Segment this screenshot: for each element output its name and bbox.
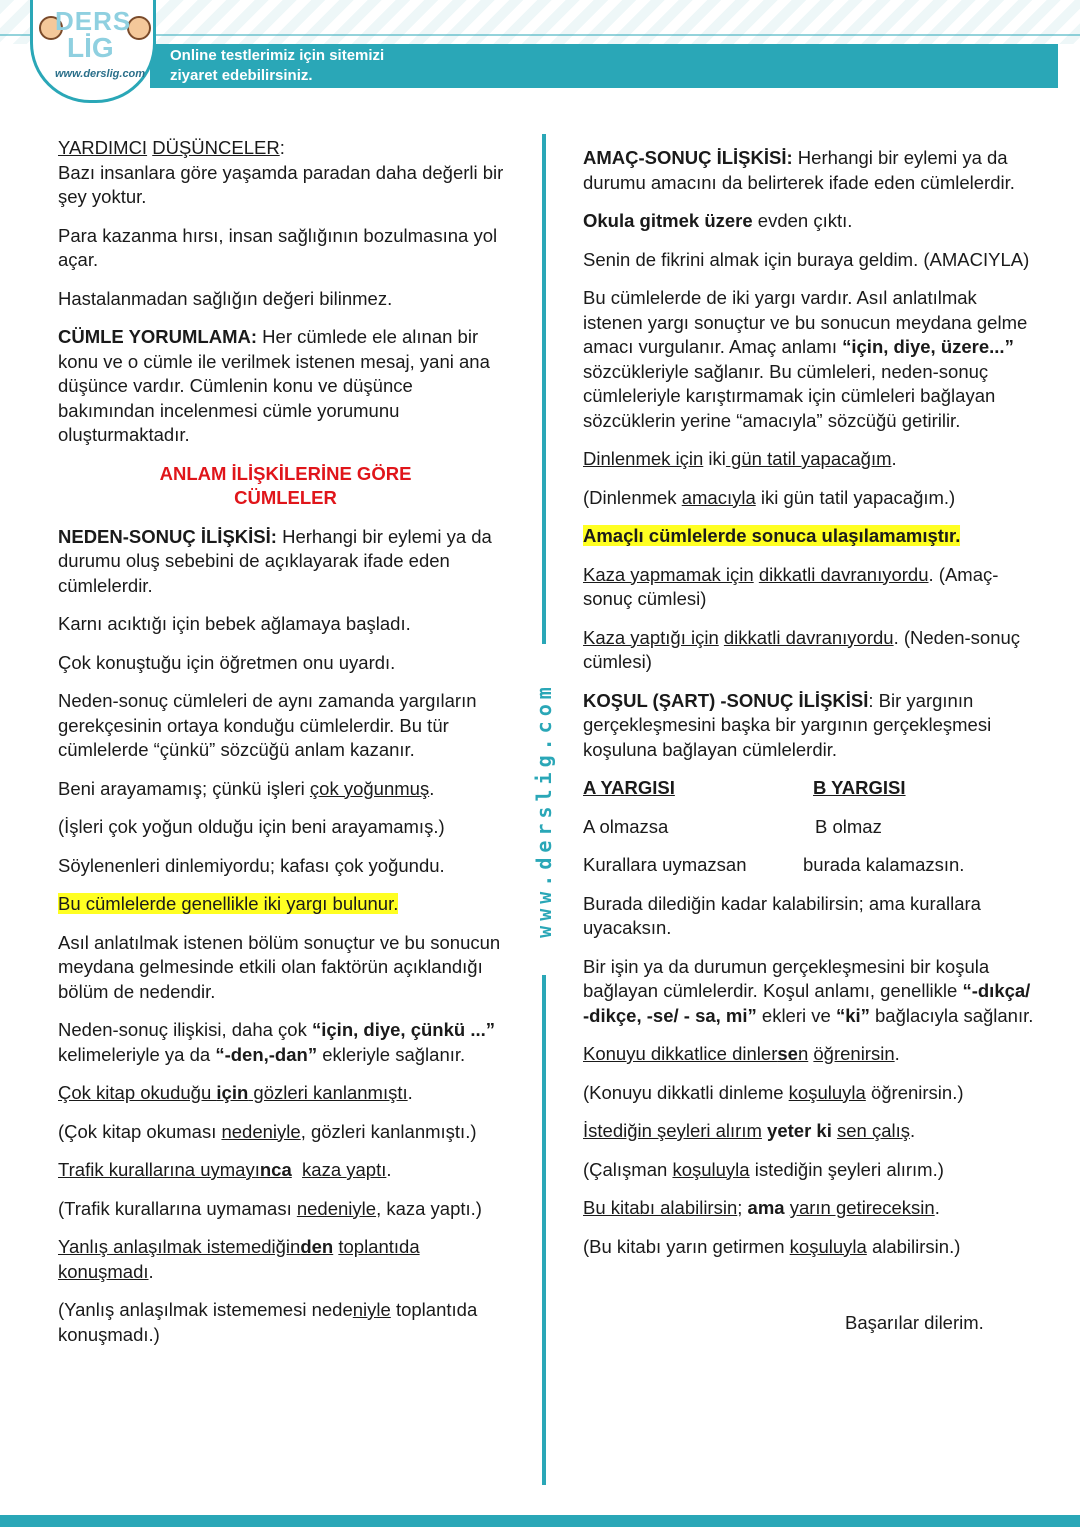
example-11	[58, 1298, 513, 1347]
example-7	[58, 1120, 513, 1145]
neden-sonuc	[58, 525, 513, 599]
r5-d: .	[891, 448, 897, 469]
r7-c: dikkatli davranıyordu	[758, 563, 929, 585]
r7-a: Kaza yapmamak için	[583, 563, 754, 585]
nsk-c: kelimeleriyle ya da	[58, 1043, 216, 1065]
e9-c: , kaza yaptı.)	[376, 1197, 482, 1219]
side-url-text: www.derslig.com	[532, 682, 556, 938]
r2-a: Okula gitmek üzere	[583, 210, 753, 231]
cy-text: Her cümlede ele alınan bir konu ve o cümle ile verilmek istenen mesaj, yani ana düşünce vardır. Cümlenin konu ve düşünce bakımından incelenmesi cümle yorumunu oluşturmaktadır.	[58, 326, 490, 445]
ks-label: KOŞUL (ŞART) -SONUÇ İLİŞKİSİ	[583, 689, 869, 711]
header-line	[0, 34, 1080, 36]
side-url	[524, 682, 564, 938]
as-text: Herhangi bir eylemi ya da durumu amacını da belirterek ifade eden cümlelerdir.	[583, 147, 1015, 193]
r4-c: sözcükleriyle sağlanır. Bu cümleleri, neden-sonuç cümleleriyle karıştırmamak için cümleleri bağlayan sözcüklerin yerine “amacıyla” sözcüğü getirilir.	[583, 360, 996, 431]
r-example-2	[583, 209, 1038, 234]
example-6	[58, 1081, 513, 1106]
yargi-a-2: Kurallara uymazsan	[583, 854, 747, 875]
r12-a: (Konuyu dikkatli dinleme	[583, 1081, 789, 1103]
cumle-yorumlama	[58, 325, 513, 448]
column-divider-top	[542, 134, 546, 644]
e10-d: toplantıda konuşmadı	[58, 1236, 420, 1282]
r10-b: “-dıkça/ -dikçe, -se/ - sa, mi”	[583, 980, 1031, 1026]
r6-a: (Dinlenmek	[583, 486, 682, 508]
r5-a: Dinlenmek için	[583, 448, 704, 469]
r-example-12	[583, 1081, 1038, 1106]
r-example-7	[583, 563, 1038, 612]
ex3-b: çok yoğunmuş	[309, 777, 430, 799]
yargi-headers	[583, 776, 1038, 801]
e6-b: için	[216, 1082, 249, 1103]
example-5: Söylenenleri dinlemiyordu; kafası çok yoğundu.	[58, 854, 445, 876]
yargi-row-2	[583, 853, 1038, 878]
amac-sonuc	[583, 146, 1038, 195]
header-message	[170, 46, 384, 86]
r-example-5	[583, 447, 1038, 472]
asil-paragraph: Asıl anlatılmak istenen bölüm sonuçtur ve bu sonucun meydana gelmesinde etkili olan faktörün açıklandığı bölüm de nedendir.	[58, 931, 501, 1002]
ex3-c: .	[429, 777, 435, 799]
logo-text-bottom: LİG	[67, 32, 114, 63]
e8-d: kaza yaptı	[302, 1159, 387, 1180]
r-paragraph-10	[583, 955, 1038, 1029]
e10-a: Yanlış anlaşılmak istemediğin	[58, 1236, 301, 1257]
yargi-b-2: burada kalamazsın.	[803, 854, 965, 875]
r14-c: istediğin şeyleri alırım.)	[749, 1158, 944, 1180]
closing-text: Başarılar dilerim.	[845, 1312, 984, 1333]
r-example-15	[583, 1196, 1038, 1221]
nsk-paragraph	[58, 1018, 513, 1067]
r6-b: amacıyla	[681, 486, 756, 508]
as-label: AMAÇ-SONUÇ İLİŞKİSİ:	[583, 147, 793, 168]
r10-c: ekleri ve	[756, 1004, 836, 1026]
example-4: (İşleri çok yoğun olduğu için beni arayamamış.)	[58, 816, 445, 837]
r4-b: “için, diye, üzere...”	[842, 336, 1014, 357]
header-pattern	[0, 0, 1080, 44]
r-example-14	[583, 1158, 1038, 1183]
r15-a: Bu kitabı alabilirsin	[583, 1197, 738, 1218]
e6-d: .	[407, 1082, 413, 1103]
e6-a: Çok kitap okuduğu	[58, 1082, 217, 1103]
e7-a: (Çok kitap okuması	[58, 1120, 222, 1142]
r-example-3: Senin de fikrini almak için buraya geldim. (AMACIYLA)	[583, 248, 1030, 270]
r8-d: . (Neden-sonuç cümlesi)	[583, 626, 1021, 672]
yargi-row-1	[583, 815, 1038, 840]
logo-url: www.derslig.com	[55, 68, 146, 80]
ex3-a: Beni arayamamış; çünkü işleri	[58, 777, 310, 799]
r16-c: alabilirsin.)	[866, 1235, 961, 1257]
example-2: Çok konuştuğu için öğretmen onu uyardı.	[58, 651, 396, 673]
r12-b: koşuluyla	[788, 1081, 866, 1103]
e11-a: (Yanlış anlaşılmak istememesi nede	[58, 1299, 353, 1320]
heading-line-1: ANLAM İLİŞKİLERİNE GÖRE	[159, 462, 412, 484]
r10-e: bağlacıyla sağlanır.	[869, 1004, 1034, 1026]
r5-b: iki	[703, 448, 726, 469]
r8-c: dikkatli davranıyordu	[723, 626, 894, 648]
hl2-text: Amaçlı cümlelerde sonuca ulaşılamamıştır.	[583, 525, 961, 546]
e8-a: Trafik kurallarına uymayı	[58, 1159, 260, 1180]
r6-c: iki gün tatil yapacağım.)	[755, 486, 956, 508]
r13-e: .	[910, 1120, 916, 1141]
r8-a: Kaza yaptığı için	[583, 626, 719, 648]
r16-b: koşuluyla	[789, 1235, 867, 1257]
r10-a: Bir işin ya da durumun gerçekleşmesini bir koşula bağlayan cümlelerdir. Koşul anlamı, genellikle	[583, 955, 990, 1001]
r15-c: ama	[747, 1197, 785, 1218]
hl1-text: Bu cümlelerde genellikle iki yargı bulunur.	[58, 893, 399, 914]
yardimci-dusunceler	[58, 136, 513, 210]
r4-a: Bu cümlelerde de iki yargı vardır. Asıl anlatılmak istenen yargı sonuçtur ve bu sonucun meydana gelme amacı vurgulanır. Amaç anlamı	[583, 287, 1028, 357]
e10-e: .	[148, 1260, 154, 1282]
r5-c: gün tatil yapacağım	[725, 448, 892, 469]
r11-f: .	[894, 1043, 900, 1064]
highlight-note-1	[58, 892, 513, 917]
yargi-b-1: B olmaz	[815, 815, 882, 837]
ns-text: Herhangi bir eylemi ya da durumu oluş sebebini de açıklayarak ifade eden cümlelerdir.	[58, 525, 492, 596]
r14-a: (Çalışman	[583, 1158, 673, 1180]
yd-label-b: DÜŞÜNCELER	[152, 137, 280, 158]
example-9	[58, 1197, 513, 1222]
r-example-11	[583, 1042, 1038, 1067]
e11-b: niyle	[352, 1299, 391, 1320]
derslig-logo[interactable]	[30, 0, 156, 103]
ks-text: : Bir yargının gerçekleşmesini başka bir yargının gerçekleşmesi koşuluna bağlayan cümlelerdir.	[583, 689, 992, 760]
yd-label-a: YARDIMCI	[58, 137, 148, 158]
example-8	[58, 1158, 513, 1183]
e9-b: nedeniyle	[296, 1197, 377, 1219]
header-line-2: ziyaret edebilirsiniz.	[170, 67, 313, 84]
ns-label: NEDEN-SONUÇ İLİŞKİSİ:	[58, 525, 277, 547]
neden-sonuc-paragraph: Neden-sonuç cümleleri de aynı zamanda yargıların gerekçesinin ortaya konduğu cümlelerdir. Bu tür cümlelerde “çünkü” sözcüğü anlam kazanır.	[58, 690, 477, 760]
e10-b: den	[300, 1236, 334, 1257]
left-column	[58, 136, 513, 1361]
example-10	[58, 1235, 513, 1284]
r-example-8	[583, 626, 1038, 675]
r12-c: öğrenirsin.)	[865, 1081, 964, 1103]
r15-f: .	[934, 1197, 940, 1218]
r14-b: koşuluyla	[672, 1158, 750, 1180]
example-3	[58, 777, 513, 802]
column-divider-bottom	[542, 975, 546, 1485]
r13-d: sen çalış	[836, 1120, 910, 1141]
e7-c: , gözleri kanlanmıştı.)	[300, 1120, 477, 1142]
e7-b: nedeniyle	[221, 1120, 301, 1142]
nsk-b: “için, diye, çünkü ...”	[312, 1019, 495, 1040]
heading-line-2: CÜMLELER	[234, 487, 337, 508]
r-paragraph-4	[583, 286, 1038, 433]
r11-e: öğrenirsin	[813, 1043, 895, 1064]
r2-b: evden çıktı.	[752, 210, 853, 231]
e9-a: (Trafik kurallarına uymaması	[58, 1197, 297, 1219]
r-example-13	[583, 1119, 1038, 1144]
e8-e: .	[386, 1159, 392, 1180]
r15-b: ;	[737, 1197, 748, 1218]
r13-b: yeter ki	[761, 1120, 832, 1141]
highlight-note-2	[583, 524, 1038, 549]
r11-a: Konuyu dikkatlice dinler	[583, 1043, 778, 1064]
e11-c: toplantıda konuşmadı.)	[58, 1299, 478, 1345]
section-heading	[58, 462, 513, 511]
r-paragraph-9: Burada dilediğin kadar kalabilirsin; ama kurallara uyacaksın.	[583, 892, 981, 938]
r15-e: yarın getireceksin	[789, 1197, 935, 1218]
r11-c: n	[797, 1043, 809, 1064]
e6-c: gözleri kanlanmıştı	[248, 1082, 408, 1103]
r7-d: . (Amaç-sonuç cümlesi)	[583, 563, 999, 609]
e8-b: nca	[259, 1159, 292, 1180]
e8-c	[292, 1159, 302, 1180]
yargi-a-header: A YARGISI	[583, 777, 675, 798]
r11-b: se	[777, 1043, 798, 1064]
r16-a: (Bu kitabı yarın getirmen	[583, 1235, 790, 1257]
r-example-6	[583, 486, 1038, 511]
footer-bar	[0, 1515, 1080, 1527]
paragraph-para: Para kazanma hırsı, insan sağlığının bozulmasına yol açar.	[58, 224, 498, 270]
yargi-a-1: A olmazsa	[583, 815, 669, 837]
cy-label: CÜMLE YORUMLAMA:	[58, 326, 258, 347]
kosul-sonuc	[583, 689, 1038, 763]
r10-d: “ki”	[835, 1004, 870, 1026]
right-column	[583, 146, 1038, 1350]
yd-colon: :	[279, 137, 285, 158]
nsk-e: ekleriyle sağlanır.	[317, 1043, 466, 1065]
nsk-d: “-den,-dan”	[215, 1043, 318, 1065]
nsk-a: Neden-sonuç ilişkisi, daha çok	[58, 1019, 312, 1040]
yargi-b-header: B YARGISI	[813, 777, 906, 798]
header-line-1: Online testlerimiz için sitemizi	[170, 47, 385, 64]
logo-text-top: DERS	[55, 6, 132, 36]
yd-text: Bazı insanlara göre yaşamda paradan daha değerli bir şey yoktur.	[58, 161, 504, 207]
r-example-16	[583, 1235, 1038, 1260]
r13-a: İstediğin şeyleri alırım	[583, 1120, 762, 1141]
example-1: Karnı acıktığı için bebek ağlamaya başladı.	[58, 613, 411, 634]
paragraph-hastalik: Hastalanmadan sağlığın değeri bilinmez.	[58, 287, 393, 309]
